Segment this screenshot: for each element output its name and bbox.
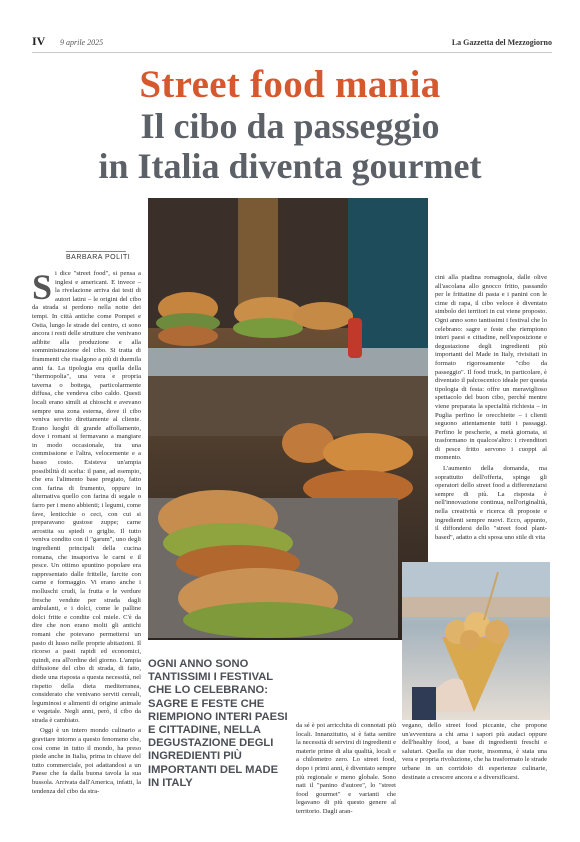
headline-kicker: Street food mania — [139, 63, 441, 106]
fried-cone-photo — [402, 562, 550, 720]
newspaper-name: La Gazzetta del Mezzogiorno — [451, 38, 552, 47]
pull-quote: OGNI ANNO SONO TANTISSIMI I FESTIVAL CHE LO CELEBRANO: SAGRE E FESTE CHE RIEMPIONO INTERI PAESI E CITTADINE, NELLA DEGUSTAZIONE DEGLI INGREDIENTI PIÙ IMPORTANTI DEL MADE IN ITALY — [148, 658, 288, 789]
article-column-2 — [435, 274, 547, 544]
street-food-photo — [148, 198, 428, 640]
article-paragraph: cini alla piadina romagnola, dalle olive all'ascolana allo gnocco fritto, passando per le frittatine di pasta e i panini con le cime di rapa, il cibo veloce è diventato simbolo dei territori in cui viene proposto. Ogni anno sono tantissimi i festival che lo celebrano: sagre e feste che riempiono interi paesi e cittadine, nell'esposizione e degustazione degli ingredienti più importanti del Made in Italy, rivisitati in formato rigorosamente "cibo da passeggio". Il food truck, in particolare, è diventato il palcoscenico ideale per questa tipologia di festa: offre un meraviglioso spettacolo del buon cibo, perché mentre viene preparata la specialità richiesta – in Puglia perfino le orecchiette – i clienti seguono attentamente tutti i passaggi. Perfino le pescherie, a metà giornata, si trasformano in qualcos'altro: i rivenditori di pesce fritto servono i cuoppi al momento. — [435, 274, 547, 462]
article-paragraph: Si dice "street food", si pensa a inglesi e americani. E invece – la rivelazione arriva dai testi di autori latini – le origini del cibo da strada si perdono nella notte dei tempi. In città antiche come Pompei e Ostia, lungo le strade del centro, ci sono ancora i resti delle strutture che venivano adibite alla produzione e alla somministrazione del cibo. Si tratta di frammenti che risalgono a più di duemila anni fa. La tipologia era quella della "thermopolia", una vera e propria taverna o bottega, particolarmente diffusa, che vendeva cibo caldo. Questi locali erano simili ai chioschi e avevano sempre una zona esterna, dove il cibo veniva servito direttamente al cliente. Erano luoghi di grande affollamento, dove i romani si fermavano a mangiare in modo occasionale, tra una commissione e l'altra, velocemente e a basso costo. Esisteva un'ampia possibilità di scelta: il pane, ad esempio, che era l'alimento base pregiato, fatto con farina di frumento, oppure in alternativa quello con farina di segale o farro per i meno abbienti; i legumi, come fave, lenticchie o ceci, con cui si preparavano gustose zuppe; carne arrostita su spiedi o griglie. Il tutto veniva condito con il "garum", uno degli ingredienti principali della cucina romana, che insaporiva le carni e il pesce. Un ottimo spuntino popolare era rappresentato dalle frittelle, farcite con carne e formaggio. Vi erano anche i molluschi crudi, la frutta e le verdure fresche vendute per strada dagli ambulanti, e i dolci, come le palline dolci fritte e condite col miele. C'è da dire che non erano molti gli antichi romani che potevano permettersi un pasto di lusso nelle proprie abitazioni. Il ricorso a pasti rapidi ed economici, quindi, era all'ordine del giorno. L'ampia diffusione del cibo di strada, di fatto, diede una risposta a questa necessità, nel rispetto della dieta mediterranea, considerato che venivano serviti cereali, leguminosi e alimenti di origine animale e vegetale. Negli anni, però, il cibo da strada è cambiato. — [32, 267, 141, 724]
article-column-1 — [32, 267, 141, 798]
article-paragraph: L'aumento della domanda, ma soprattutto dell'offerta, spinge gli operatori dello street food a differenziarsi sempre di più. La risposta è nell'innovazione continua, nell'originalità, nella creatività e ricerca di proposte e ingredienti sempre nuovi. Ecco, appunto, il diffondersi dello "street food plant-based", adatto a chi sposa uno stile di vita — [435, 465, 547, 541]
header-rule — [32, 52, 552, 53]
drop-cap: S — [32, 267, 53, 307]
page-number: IV — [32, 34, 46, 48]
article-column-4 — [402, 722, 547, 784]
byline-rule — [66, 251, 126, 252]
article-column-3 — [296, 722, 396, 819]
article-paragraph: vegano, dello street food piccante, che propone un'avventura a chi ama i sapori più audaci oppure dell'healthy food, a base di ingredienti freschi e salutari. Quella su due ruote, insomma, è stata una vera e propria rivoluzione, che ha trasformato le strade urbane in un corridoio di esperienze culinarie, destinate a crescere ancora e a diversificarsi. — [402, 722, 547, 781]
street-food-illustration — [148, 198, 428, 640]
article-paragraph: da sé è poi arricchita di connotati più locali. Innanzitutto, si è fatta sentire la necessità di servirsi di ingredienti e materie prime di alta qualità, locali e a chilometro zero. Lo street food, dopo i primi anni, è diventato sempre più regionale e meno globale. Sono nati il "panino d'autore", lo "street food gourmet" e varianti che legavano di più questo genere al territorio. Dagli aran- — [296, 722, 396, 815]
page-header — [32, 36, 552, 50]
author-byline: BARBARA POLITI — [66, 254, 131, 261]
fried-cone-illustration — [402, 562, 550, 720]
headline-title-line2: in Italia diventa gourmet — [98, 146, 482, 186]
article-paragraph: Oggi è un intero mondo culinario a gravitare intorno a questo fenomeno che, così come in tutto il mondo, ha preso piede anche in Italia, prima in chiave del tutto commerciale, poi adattandosi a un Paese che fa dalla buona tavola la sua bussola. Arrivata dall'America, infatti, la tendenza del cibo da stra- — [32, 727, 141, 795]
issue-date: 9 aprile 2025 — [60, 38, 104, 47]
headline-title-line1: Il cibo da passeggio — [140, 106, 440, 146]
